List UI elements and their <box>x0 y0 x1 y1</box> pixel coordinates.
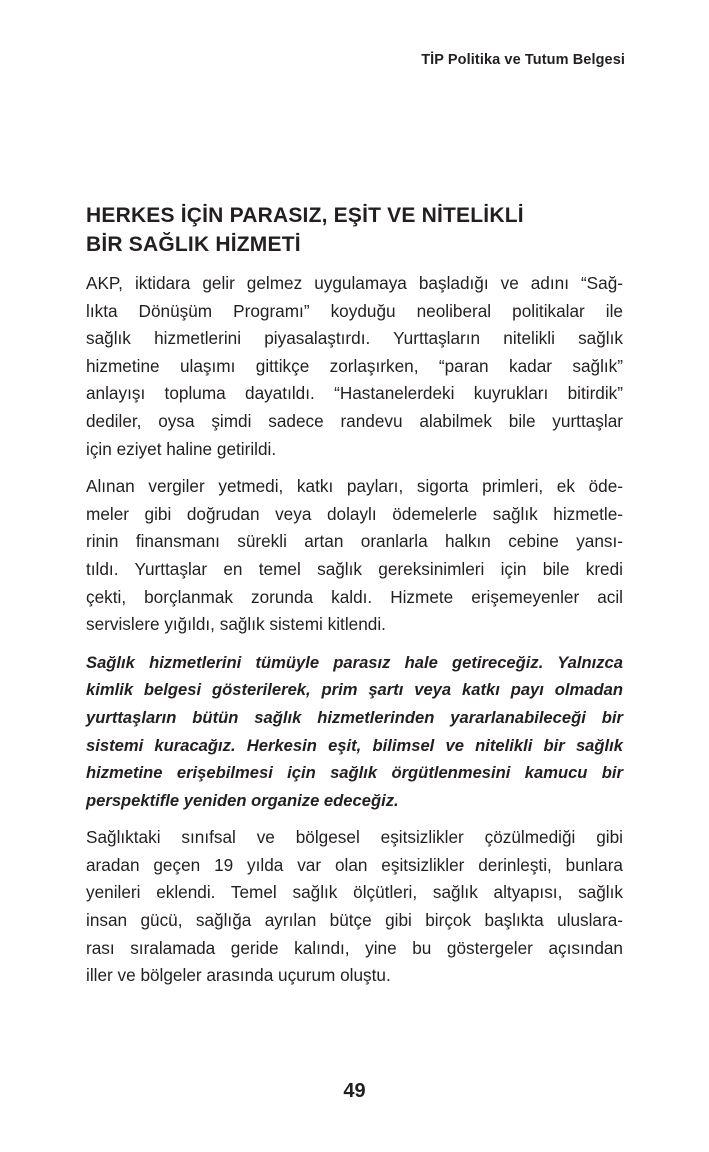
paragraph-policy-pledge <box>86 649 623 815</box>
paragraph-health-financing <box>86 473 623 639</box>
text-line: sağlık hizmetlerini piyasalaştırdı. Yurttaşların nitelikli sağlık <box>86 328 623 349</box>
text-line: hizmetine ulaşımı gittikçe zorlaşırken, “paran kadar sağlık” <box>86 355 623 376</box>
text-line: Sağlık hizmetlerini tümüyle parasız hale getireceğiz. Yalnızca <box>86 652 623 672</box>
text-line: Alınan vergiler yetmedi, katkı payları, sigorta primleri, ek öde- <box>86 476 623 497</box>
text-line: tıldı. Yurttaşlar en temel sağlık gereksinimleri için bile kredi <box>86 558 623 579</box>
text-line: meler gibi doğrudan veya dolaylı ödemelerle sağlık hizmetle- <box>86 503 623 524</box>
text-line: servislere yığıldı, sağlık sistemi kitlendi. <box>86 614 386 635</box>
text-line: için eziyet haline getirildi. <box>86 438 277 459</box>
text-line: iller ve bölgeler arasında uçurum oluştu. <box>86 965 391 986</box>
text-line: perspektifle yeniden organize edeceğiz. <box>86 790 399 810</box>
section-title <box>86 201 626 259</box>
text-line: rası sıralamada geride kalındı, yine bu göstergeler açısından <box>86 937 623 958</box>
running-header-title: TİP Politika ve Tutum Belgesi <box>421 52 625 68</box>
paragraph-inequalities <box>86 824 623 990</box>
text-line: kimlik belgesi gösterilerek, prim şartı veya katkı payı olmadan <box>86 680 623 700</box>
text-line: rinin finansmanı sürekli artan oranlarla halkın cebine yansı- <box>86 531 623 552</box>
text-line: Sağlıktaki sınıfsal ve bölgesel eşitsizlikler çözülmediği gibi <box>86 827 623 848</box>
text-line: çekti, borçlanmak zorunda kaldı. Hizmete erişemeyenler acil <box>86 586 623 607</box>
text-line: anlayışı topluma dayatıldı. “Hastanelerdeki kuyrukları bitirdik” <box>86 383 623 404</box>
text-line: sistemi kuracağız. Herkesin eşit, bilimsel ve nitelikli bir sağlık <box>86 735 623 755</box>
text-line: yenileri eklendi. Temel sağlık ölçütleri, sağlık altyapısı, sağlık <box>86 882 623 903</box>
text-line: hizmetine erişebilmesi için sağlık örgütlenmesini kamucu bir <box>86 763 623 783</box>
text-line: AKP, iktidara gelir gelmez uygulamaya başladığı ve adını “Sağ- <box>86 273 623 293</box>
page-number: 49 <box>343 1080 366 1102</box>
text-line: dediler, oysa şimdi sadece randevu alabilmek bile yurttaşlar <box>86 410 623 431</box>
text-line: lıkta Dönüşüm Programı” koyduğu neoliberal politikalar ile <box>86 300 623 321</box>
text-line: yurttaşların bütün sağlık hizmetlerinden yararlanabileceği bir <box>86 707 623 727</box>
paragraph-akp-policies <box>86 270 623 463</box>
body-text <box>86 270 623 1000</box>
section-title-line-2: BİR SAĞLIK HİZMETİ <box>86 233 301 256</box>
text-line: insan gücü, sağlığa ayrılan bütçe gibi birçok başlıkta uluslara- <box>86 910 623 931</box>
text-line: aradan geçen 19 yılda var olan eşitsizlikler derinleşti, bunlara <box>86 854 623 875</box>
section-title-line-1: HERKES İÇİN PARASIZ, EŞİT VE NİTELİKLİ <box>86 204 524 227</box>
